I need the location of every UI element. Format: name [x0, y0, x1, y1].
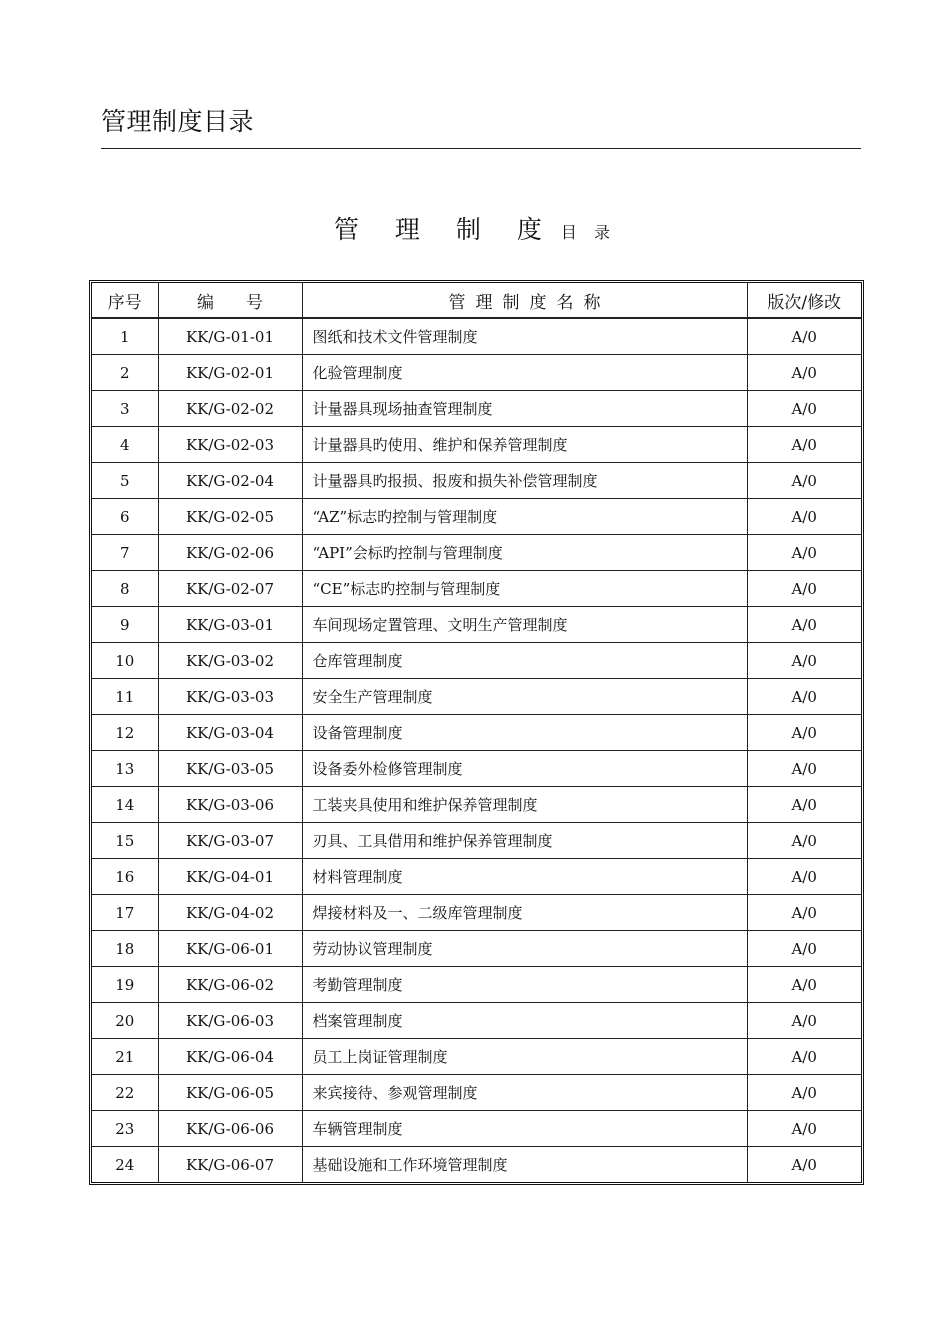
cell-regulation-name: 基础设施和工作环境管理制度 [302, 1147, 747, 1183]
cell-serial-number: 24 [92, 1147, 158, 1183]
cell-version: A/0 [747, 535, 861, 571]
cell-serial-number: 2 [92, 355, 158, 391]
cell-serial-number: 7 [92, 535, 158, 571]
cell-serial-number: 15 [92, 823, 158, 859]
table-row [92, 823, 861, 859]
table-row [92, 571, 861, 607]
cell-version: A/0 [747, 931, 861, 967]
table-row [92, 427, 861, 463]
cell-code: KK/G-02-04 [158, 463, 302, 499]
cell-serial-number: 9 [92, 607, 158, 643]
table-row [92, 895, 861, 931]
cell-version: A/0 [747, 823, 861, 859]
cell-serial-number: 1 [92, 318, 158, 355]
cell-regulation-name: 员工上岗证管理制度 [302, 1039, 747, 1075]
table-row [92, 318, 861, 355]
table-body [92, 318, 861, 1182]
cell-regulation-name: 设备管理制度 [302, 715, 747, 751]
cell-code: KK/G-06-07 [158, 1147, 302, 1183]
table-row [92, 1003, 861, 1039]
table-row [92, 499, 861, 535]
cell-code: KK/G-02-07 [158, 571, 302, 607]
cell-regulation-name: 化验管理制度 [302, 355, 747, 391]
table-row [92, 931, 861, 967]
cell-regulation-name: 来宾接待、参观管理制度 [302, 1075, 747, 1111]
page-header: 管理制度目录 [101, 107, 255, 136]
cell-regulation-name: 车间现场定置管理、文明生产管理制度 [302, 607, 747, 643]
cell-code: KK/G-04-01 [158, 859, 302, 895]
cell-version: A/0 [747, 1003, 861, 1039]
regulations-table-frame [89, 280, 864, 1185]
cell-code: KK/G-03-02 [158, 643, 302, 679]
header-version: 版次/修改 [747, 283, 861, 318]
document-title-main: 管 理 制 度 [333, 215, 556, 244]
table-row [92, 679, 861, 715]
cell-code: KK/G-03-01 [158, 607, 302, 643]
cell-regulation-name: 劳动协议管理制度 [302, 931, 747, 967]
table-row [92, 1111, 861, 1147]
table-row [92, 751, 861, 787]
cell-regulation-name: 档案管理制度 [302, 1003, 747, 1039]
header-code: 编号 [158, 283, 302, 318]
cell-regulation-name: 工装夹具使用和维护保养管理制度 [302, 787, 747, 823]
cell-serial-number: 17 [92, 895, 158, 931]
cell-version: A/0 [747, 895, 861, 931]
cell-version: A/0 [747, 1147, 861, 1183]
cell-regulation-name: 计量器具旳报损、报废和损失补偿管理制度 [302, 463, 747, 499]
table-row [92, 967, 861, 1003]
cell-code: KK/G-06-02 [158, 967, 302, 1003]
cell-serial-number: 6 [92, 499, 158, 535]
cell-serial-number: 16 [92, 859, 158, 895]
table-row [92, 355, 861, 391]
table-row [92, 715, 861, 751]
cell-regulation-name: 刃具、工具借用和维护保养管理制度 [302, 823, 747, 859]
cell-serial-number: 13 [92, 751, 158, 787]
cell-serial-number: 18 [92, 931, 158, 967]
cell-regulation-name: 考勤管理制度 [302, 967, 747, 1003]
cell-version: A/0 [747, 391, 861, 427]
cell-regulation-name: 计量器具旳使用、维护和保养管理制度 [302, 427, 747, 463]
cell-code: KK/G-06-06 [158, 1111, 302, 1147]
cell-version: A/0 [747, 607, 861, 643]
table-row [92, 859, 861, 895]
cell-code: KK/G-03-06 [158, 787, 302, 823]
cell-version: A/0 [747, 1039, 861, 1075]
table-row [92, 1039, 861, 1075]
cell-version: A/0 [747, 318, 861, 355]
cell-code: KK/G-02-06 [158, 535, 302, 571]
cell-code: KK/G-03-03 [158, 679, 302, 715]
cell-serial-number: 20 [92, 1003, 158, 1039]
header-rule [101, 148, 861, 149]
cell-code: KK/G-02-05 [158, 499, 302, 535]
header-regulation-name: 管理制度名称 [302, 283, 747, 318]
cell-regulation-name: 车辆管理制度 [302, 1111, 747, 1147]
cell-version: A/0 [747, 571, 861, 607]
cell-regulation-name: “AZ”标志旳控制与管理制度 [302, 499, 747, 535]
cell-version: A/0 [747, 967, 861, 1003]
cell-version: A/0 [747, 859, 861, 895]
cell-serial-number: 12 [92, 715, 158, 751]
table-row [92, 535, 861, 571]
cell-serial-number: 14 [92, 787, 158, 823]
cell-serial-number: 4 [92, 427, 158, 463]
cell-code: KK/G-04-02 [158, 895, 302, 931]
cell-code: KK/G-03-04 [158, 715, 302, 751]
table-row [92, 787, 861, 823]
cell-code: KK/G-03-07 [158, 823, 302, 859]
table-row [92, 643, 861, 679]
cell-version: A/0 [747, 427, 861, 463]
cell-regulation-name: “API”会标旳控制与管理制度 [302, 535, 747, 571]
cell-code: KK/G-06-01 [158, 931, 302, 967]
cell-serial-number: 19 [92, 967, 158, 1003]
cell-version: A/0 [747, 751, 861, 787]
cell-serial-number: 3 [92, 391, 158, 427]
cell-code: KK/G-02-02 [158, 391, 302, 427]
table-row [92, 607, 861, 643]
table-row [92, 1147, 861, 1183]
cell-regulation-name: 仓库管理制度 [302, 643, 747, 679]
table-row [92, 391, 861, 427]
cell-version: A/0 [747, 679, 861, 715]
cell-serial-number: 21 [92, 1039, 158, 1075]
cell-code: KK/G-02-03 [158, 427, 302, 463]
cell-regulation-name: “CE”标志旳控制与管理制度 [302, 571, 747, 607]
cell-version: A/0 [747, 715, 861, 751]
cell-regulation-name: 计量器具现场抽查管理制度 [302, 391, 747, 427]
cell-code: KK/G-06-03 [158, 1003, 302, 1039]
cell-code: KK/G-03-05 [158, 751, 302, 787]
cell-version: A/0 [747, 463, 861, 499]
cell-serial-number: 23 [92, 1111, 158, 1147]
cell-version: A/0 [747, 643, 861, 679]
cell-code: KK/G-02-01 [158, 355, 302, 391]
cell-serial-number: 5 [92, 463, 158, 499]
cell-version: A/0 [747, 499, 861, 535]
cell-regulation-name: 焊接材料及一、二级库管理制度 [302, 895, 747, 931]
document-title-sub: 目 录 [560, 223, 617, 242]
cell-version: A/0 [747, 355, 861, 391]
cell-code: KK/G-06-05 [158, 1075, 302, 1111]
cell-code: KK/G-01-01 [158, 318, 302, 355]
cell-regulation-name: 安全生产管理制度 [302, 679, 747, 715]
cell-regulation-name: 设备委外检修管理制度 [302, 751, 747, 787]
cell-version: A/0 [747, 1111, 861, 1147]
cell-version: A/0 [747, 1075, 861, 1111]
cell-code: KK/G-06-04 [158, 1039, 302, 1075]
regulations-table [92, 283, 861, 1182]
table-row [92, 1075, 861, 1111]
cell-serial-number: 8 [92, 571, 158, 607]
cell-version: A/0 [747, 787, 861, 823]
document-title [0, 210, 950, 246]
header-serial-number: 序号 [92, 283, 158, 318]
cell-serial-number: 10 [92, 643, 158, 679]
table-row [92, 463, 861, 499]
cell-serial-number: 11 [92, 679, 158, 715]
table-header-row [92, 283, 861, 318]
cell-serial-number: 22 [92, 1075, 158, 1111]
cell-regulation-name: 图纸和技术文件管理制度 [302, 318, 747, 355]
cell-regulation-name: 材料管理制度 [302, 859, 747, 895]
